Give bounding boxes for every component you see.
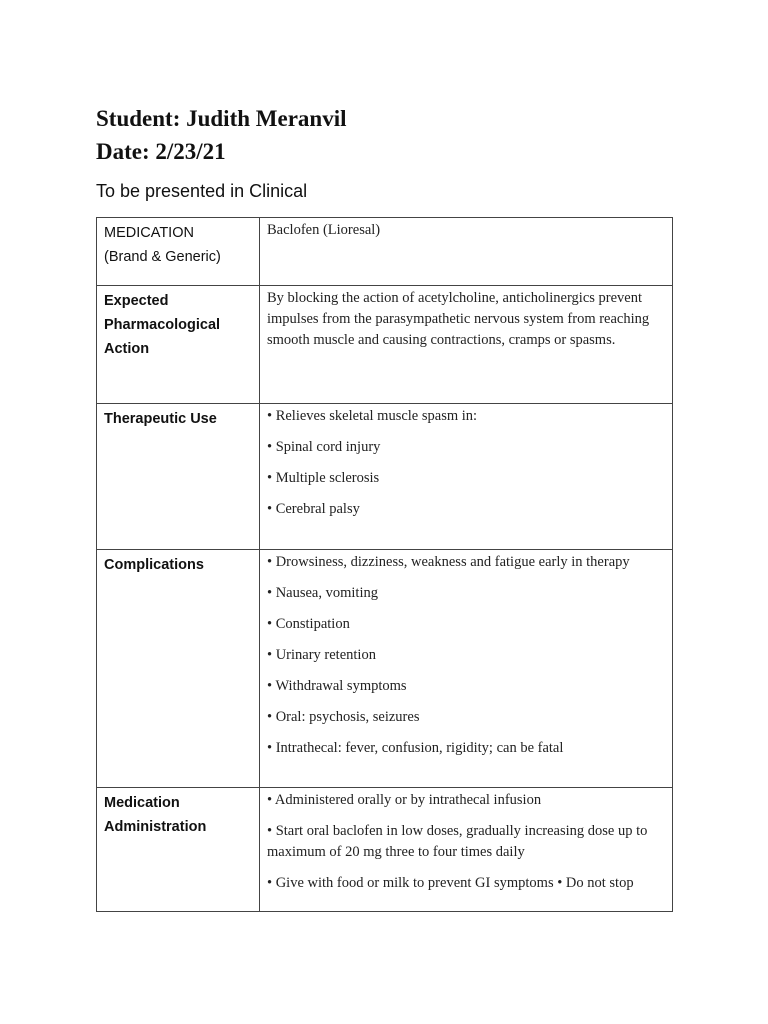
date-heading: Date: 2/23/21: [96, 139, 226, 164]
expected-action-label-line: Action: [104, 341, 150, 357]
presentation-note: To be presented in Clinical: [96, 181, 308, 201]
table-row-expected-action: [97, 286, 673, 404]
medication-label: MEDICATION: [104, 225, 194, 241]
table-row-complications: [97, 550, 673, 788]
list-item: • Constipation: [267, 616, 350, 632]
content-cell-expected-action: [260, 286, 673, 404]
list-item: • Drowsiness, dizziness, weakness and fatigue early in therapy: [267, 554, 630, 570]
label-cell-administration: [97, 788, 260, 912]
content-cell-administration: [260, 788, 673, 912]
label-cell-complications: [97, 550, 260, 788]
list-item: • Start oral baclofen in low doses, gradually increasing dose up to maximum of 20 mg three to four times daily: [267, 823, 648, 860]
medication-card-table: [96, 217, 673, 912]
expected-action-text: By blocking the action of acetylcholine, anticholinergics prevent impulses from the parasympathetic nervous system from reaching smooth muscle and causing contractions, cramps or spasms.: [267, 290, 650, 348]
list-item: • Nausea, vomiting: [267, 585, 378, 601]
list-item: • Cerebral palsy: [267, 501, 360, 517]
list-item: • Urinary retention: [267, 647, 376, 663]
administration-label-line: Medication: [104, 795, 180, 811]
administration-label-line: Administration: [104, 819, 207, 835]
label-cell-expected-action: [97, 286, 260, 404]
therapeutic-use-label: Therapeutic Use: [104, 411, 217, 427]
list-item: • Administered orally or by intrathecal infusion: [267, 792, 542, 808]
complications-label: Complications: [104, 557, 204, 573]
table-row-administration: [97, 788, 673, 912]
list-item: • Spinal cord injury: [267, 439, 381, 455]
expected-action-label-line: Expected: [104, 293, 169, 309]
medication-value: Baclofen (Lioresal): [267, 222, 381, 238]
list-item: • Intrathecal: fever, confusion, rigidity; can be fatal: [267, 740, 564, 756]
student-name-heading: Student: Judith Meranvil: [96, 106, 347, 131]
content-cell-complications: [260, 550, 673, 788]
list-item: • Withdrawal symptoms: [267, 678, 407, 694]
table-row-medication: [97, 218, 673, 286]
list-item: • Relieves skeletal muscle spasm in:: [267, 408, 478, 424]
content-cell-therapeutic-use: [260, 404, 673, 550]
list-item: • Give with food or milk to prevent GI symptoms • Do not stop: [267, 875, 634, 891]
label-cell-medication: [97, 218, 260, 286]
list-item: • Oral: psychosis, seizures: [267, 709, 420, 725]
table-row-therapeutic-use: [97, 404, 673, 550]
label-cell-therapeutic-use: [97, 404, 260, 550]
content-cell-medication: [260, 218, 673, 286]
list-item: • Multiple sclerosis: [267, 470, 380, 486]
medication-sublabel: (Brand & Generic): [104, 249, 221, 265]
expected-action-label-line: Pharmacological: [104, 317, 221, 333]
